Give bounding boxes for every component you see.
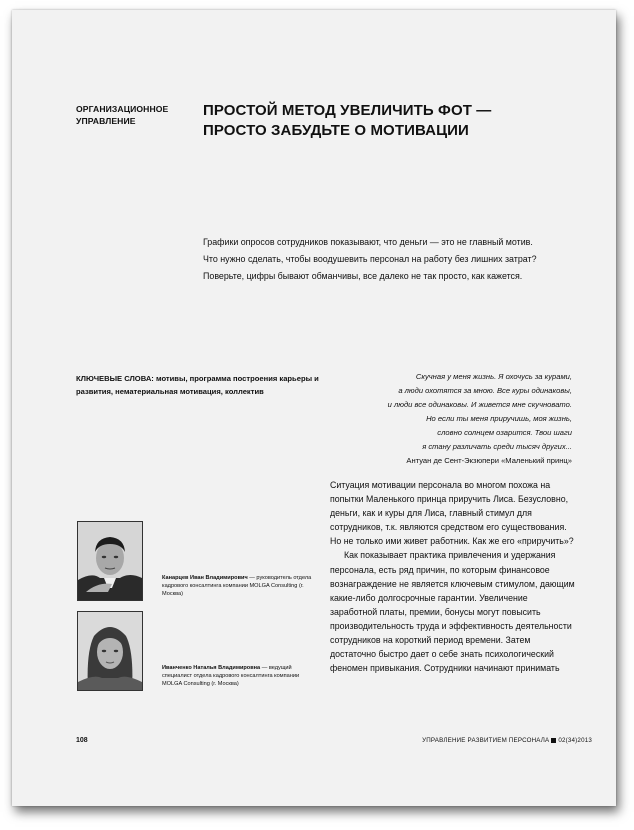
keywords bbox=[76, 372, 326, 398]
journal-issue: 02(34)2013 bbox=[558, 737, 592, 744]
author-photo-kanartsev bbox=[77, 521, 143, 601]
article-body bbox=[330, 478, 575, 675]
keywords-text: мотивы, программа построения карьеры и развития, нематериальная мотивация, коллектив bbox=[76, 374, 319, 396]
epigraph-line: а люди охотятся за мною. Все куры одинаковы, bbox=[398, 386, 572, 395]
page-number: 108 bbox=[76, 737, 88, 744]
body-paragraph: Как показывает практика привлечения и удержания персонала, есть ряд причин, по которым финансовое вознаграждение не является ключевым стимулом, дающим какие-либо долгосрочные гарантии. Увеличение заработной платы, премии, бонусы могут повысить производительность труда и эффективность деятельности сотрудников на короткий период времени. Затем достаточно быстро дает о себе знать психологический феномен привыкания. Сотрудники начинают принимать bbox=[330, 550, 575, 674]
author-name: Иванченко Наталья Владимировна bbox=[162, 665, 261, 671]
epigraph-line: я стану различать среди тысяч других... bbox=[422, 442, 572, 451]
body-paragraph: Ситуация мотивации персонала во многом похожа на попытки Маленького принца приручить Лиса. Безусловно, деньги, как и куры для Лиса, главный стимул для сотрудников, т.к. являются средством его существования. Но не только ими живет работник. Как же его «приручить»? bbox=[330, 480, 574, 547]
square-separator-icon bbox=[551, 738, 556, 743]
epigraph-author: Антуан де Сент-Экзюпери «Маленький принц» bbox=[406, 456, 572, 465]
author-desc: — ведущий специалист отдела кадрового консалтинга компании MOLGA Consulting (г. Москва) bbox=[162, 665, 300, 687]
journal-footer bbox=[422, 737, 592, 744]
section-label: ОРГАНИЗАЦИОННОЕ УПРАВЛЕНИЕ bbox=[76, 104, 169, 126]
epigraph-line: словно солнцем озарится. Твои шаги bbox=[437, 428, 572, 437]
epigraph-line: и люди все одинаковы. И живется мне скучновато. bbox=[387, 400, 572, 409]
article-title: ПРОСТОЙ МЕТОД УВЕЛИЧИТЬ ФОТ — ПРОСТО ЗАБУДЬТЕ О МОТИВАЦИИ bbox=[203, 102, 492, 139]
author-desc: — руководитель отдела кадрового консалтинга компании MOLGA Consulting (г. Москва) bbox=[162, 575, 312, 597]
keywords-label: КЛЮЧЕВЫЕ СЛОВА: bbox=[76, 374, 154, 383]
journal-name: УПРАВЛЕНИЕ РАЗВИТИЕМ ПЕРСОНАЛА bbox=[422, 737, 550, 744]
epigraph bbox=[330, 370, 572, 468]
author-photo-ivanchenko bbox=[77, 611, 143, 691]
author-caption bbox=[162, 664, 317, 688]
article-lead: Графики опросов сотрудников показывают, что деньги — это не главный мотив. Что нужно сделать, чтобы воодушевить персонал на работу без лишних затрат? Поверьте, цифры бывают обманчивы, все далеко не так просто, как кажется. bbox=[203, 237, 537, 281]
epigraph-line: Скучная у меня жизнь. Я охочусь за курами, bbox=[415, 372, 572, 381]
author-name: Канарцев Иван Владимирович bbox=[162, 575, 248, 581]
author-caption bbox=[162, 574, 317, 598]
epigraph-line: Но если ты меня приручишь, моя жизнь, bbox=[426, 414, 572, 423]
